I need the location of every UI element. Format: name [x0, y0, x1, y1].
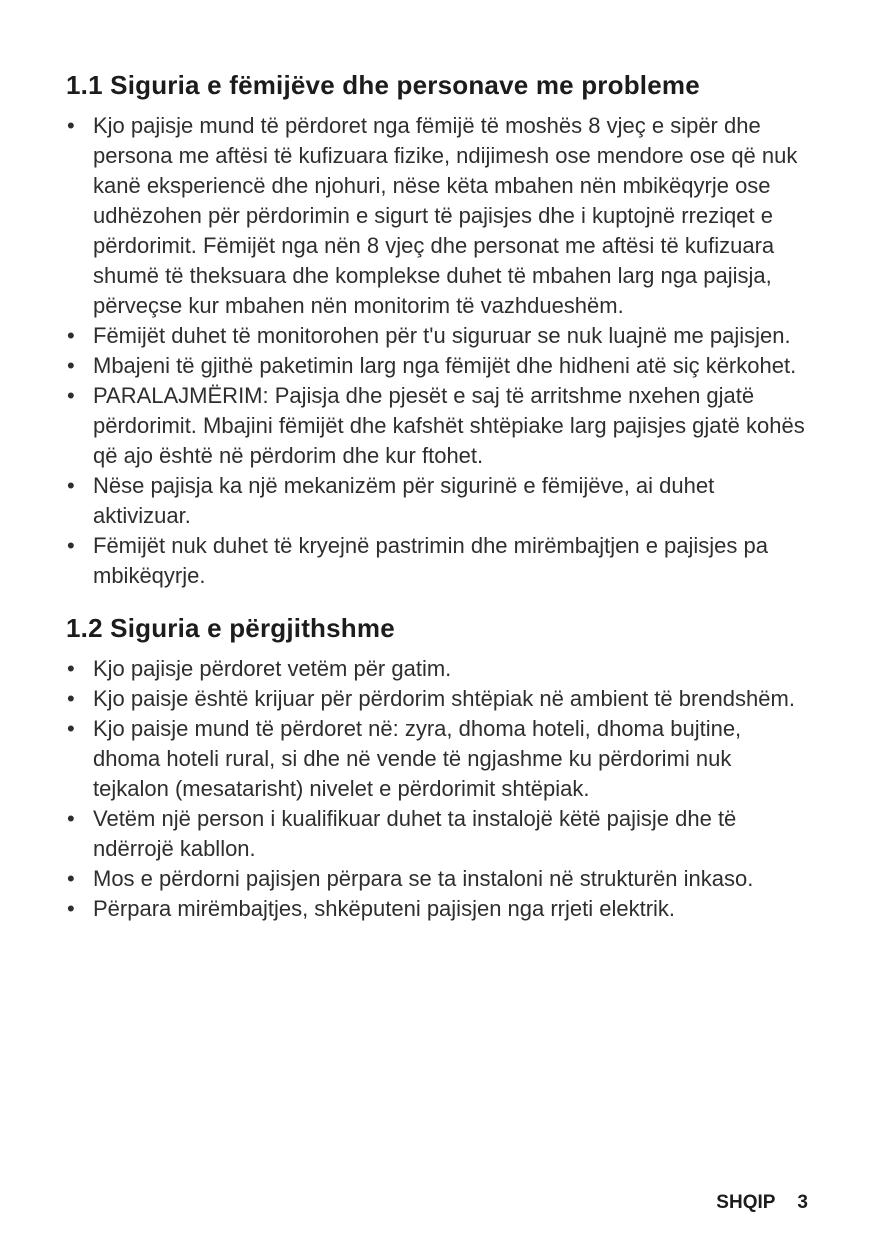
bullet-icon: • — [67, 323, 75, 349]
list-item — [66, 684, 810, 714]
bullet-text: Kjo paisje mund të përdoret në: zyra, dhoma hoteli, dhoma bujtine, dhoma hoteli rural, si dhe në vende të ngjashme ku përdorimi nuk tejkalon (mesatarisht) nivelet e përdorimit shtëpiak. — [93, 716, 742, 802]
list-item — [66, 864, 810, 894]
bullet-text: Kjo paisje është krijuar për përdorim shtëpiak në ambient të brendshëm. — [93, 686, 795, 712]
list-item — [66, 471, 810, 531]
bullet-icon: • — [67, 113, 75, 139]
list-item — [66, 714, 810, 804]
list-item — [66, 894, 810, 924]
bullet-list-1-2 — [66, 654, 810, 924]
bullet-text: Mos e përdorni pajisjen përpara se ta instaloni në strukturën inkaso. — [93, 866, 754, 892]
bullet-text: Kjo pajisje përdoret vetëm për gatim. — [93, 656, 452, 682]
bullet-text: PARALAJMËRIM: Pajisja dhe pjesët e saj të arritshme nxehen gjatë përdorimit. Mbajini fëmijët dhe kafshët shtëpiake larg pajisjes gjatë kohës që ajo është në përdorim dhe kur ftohet. — [93, 383, 805, 469]
bullet-icon: • — [67, 656, 75, 682]
bullet-icon: • — [67, 383, 75, 409]
bullet-icon: • — [67, 866, 75, 892]
bullet-icon: • — [67, 806, 75, 832]
list-item — [66, 321, 810, 351]
page-number: 3 — [797, 1192, 808, 1213]
section-heading-1-2: 1.2 Siguria e përgjithshme — [66, 613, 395, 644]
list-item — [66, 111, 810, 321]
list-item — [66, 381, 810, 471]
bullet-text: Fëmijët nuk duhet të kryejnë pastrimin dhe mirëmbajtjen e pajisjes pa mbikëqyrje. — [93, 533, 768, 589]
bullet-icon: • — [67, 716, 75, 742]
bullet-text: Nëse pajisja ka një mekanizëm për sigurinë e fëmijëve, ai duhet aktivizuar. — [93, 473, 715, 529]
bullet-icon: • — [67, 896, 75, 922]
language-label: SHQIP — [716, 1192, 776, 1213]
page-footer — [716, 1192, 808, 1214]
bullet-icon: • — [67, 686, 75, 712]
list-item — [66, 654, 810, 684]
bullet-text: Përpara mirëmbajtjes, shkëputeni pajisjen nga rrjeti elektrik. — [93, 896, 676, 922]
bullet-list-1-1 — [66, 111, 810, 591]
bullet-text: Kjo pajisje mund të përdoret nga fëmijë të moshës 8 vjeç e sipër dhe persona me aftësi të kufizuara fizike, ndijimesh ose mendore ose që nuk kanë eksperiencë dhe njohuri, nëse këta mbahen nën mbikëqyrje ose udhëzohen për përdorimin e sigurt të pajisjes dhe i kuptojnë rreziqet e përdorimit. Fëmijët nga nën 8 vjeç dhe personat me aftësi të kufizuara shumë të theksuara dhe komplekse duhet të mbahen larg nga pajisja, përveçse kur mbahen nën monitorim të vazhdueshëm. — [93, 113, 798, 319]
bullet-text: Fëmijët duhet të monitorohen për t'u siguruar se nuk luajnë me pajisjen. — [93, 323, 791, 349]
list-item — [66, 804, 810, 864]
section-heading-1-1: 1.1 Siguria e fëmijëve dhe personave me probleme — [66, 70, 700, 100]
bullet-icon: • — [67, 533, 75, 559]
list-item — [66, 351, 810, 381]
section-child-safety — [66, 70, 810, 591]
bullet-text: Mbajeni të gjithë paketimin larg nga fëmijët dhe hidheni atë siç kërkohet. — [93, 353, 797, 379]
bullet-icon: • — [67, 473, 75, 499]
bullet-text: Vetëm një person i kualifikuar duhet ta instalojë këtë pajisje dhe të ndërrojë kabllon. — [93, 806, 737, 862]
bullet-icon: • — [67, 353, 75, 379]
section-general-safety — [66, 613, 810, 924]
list-item — [66, 531, 810, 591]
